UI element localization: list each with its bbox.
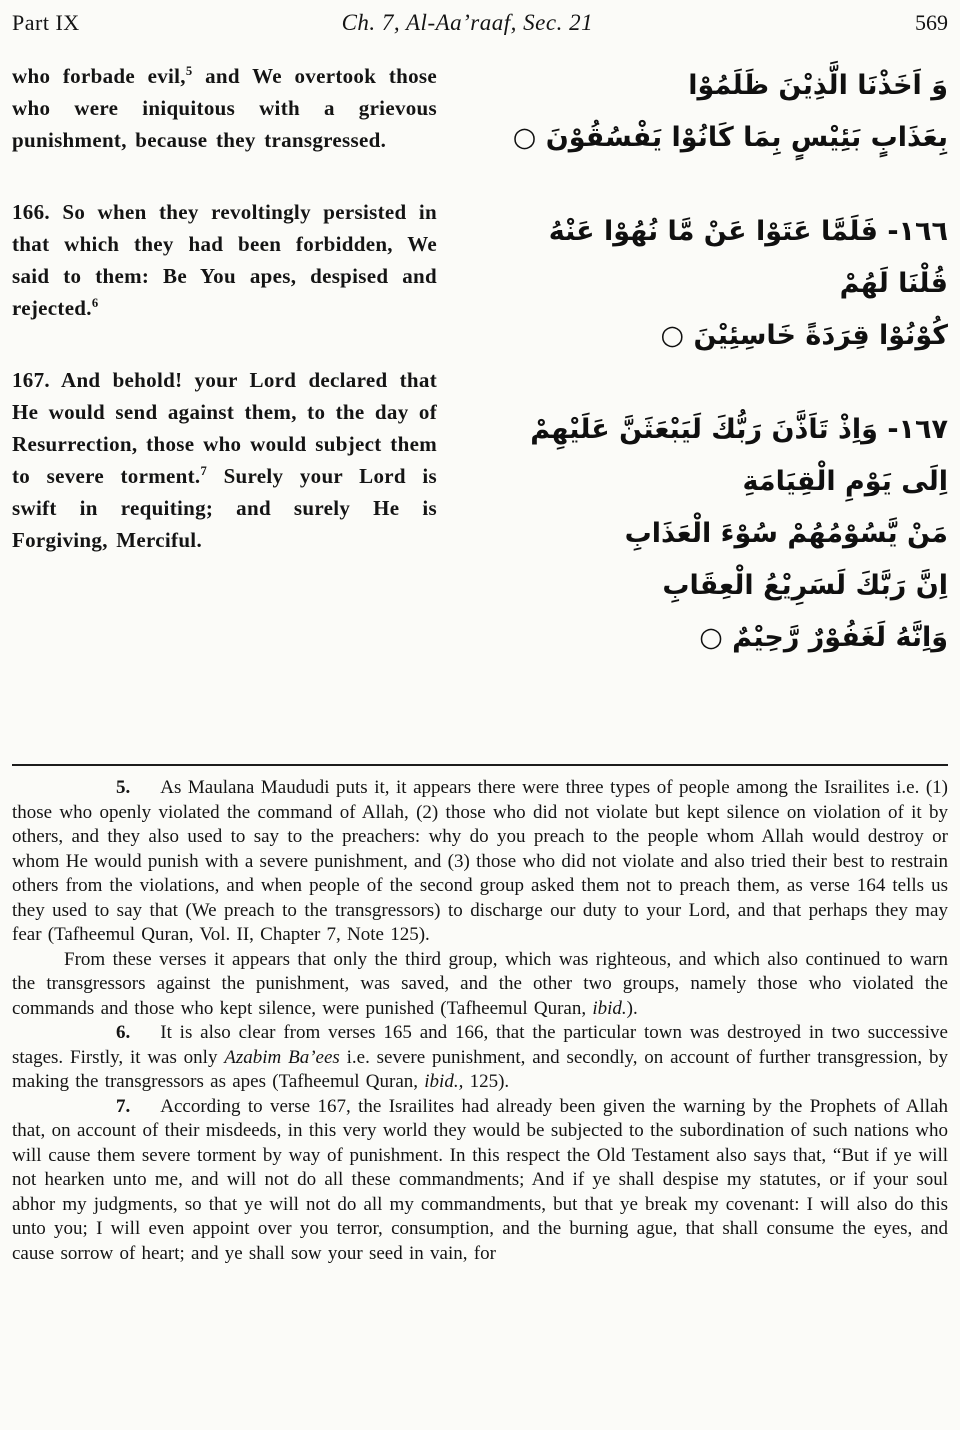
footnote-text: From these verses it appears that only the third group, which was righteous, and which also continued to warn the transgressors against the punishment, was saved, and the other two groups, namely those who violated the commands and those who kept silence, were punished (Tafheemul Quran,	[12, 948, 948, 1019]
footnotes-section	[12, 776, 948, 1266]
verse-paragraph-continuation	[12, 60, 437, 156]
footnote-number: 5.	[116, 777, 131, 798]
arabic-line: بِعَذَابٍ بَئِيْسٍ بِمَا كَانُوْا يَفْسُقُوْنَ ○	[512, 122, 948, 153]
arabic-verse-block-166	[477, 206, 948, 362]
arabic-line: قُلْنَا لَهُمْ	[839, 268, 948, 299]
arabic-verse-block-165	[477, 60, 948, 164]
verse-paragraph-166	[12, 196, 437, 324]
footnote-text: ibid.	[592, 997, 627, 1019]
verse-paragraph-167	[12, 364, 437, 556]
arabic-line: مَنْ يَّسُوْمُهُمْ سُوْءَ الْعَذَابِ	[624, 518, 948, 549]
footnote-text: ).	[626, 997, 638, 1019]
footnote-number: 7.	[116, 1095, 131, 1117]
footnote-text: Azabim Ba’ees	[224, 1046, 340, 1068]
arabic-text-column	[437, 60, 948, 750]
footnote-paragraph	[12, 1021, 948, 1095]
footnote-text: 125).	[463, 1071, 510, 1092]
verse-text: 167. And behold! your Lord declared that He would send against them, to the day of Resurrection, those who would subject them to severe torment.	[12, 368, 437, 488]
footnote-divider-rule	[12, 764, 948, 766]
arabic-line: وَاِنَّهُ لَغَفُوْرٌ رَّحِيْمٌ ○	[699, 622, 948, 653]
arabic-verse-block-167	[477, 404, 948, 664]
footnote-text: As Maulana Maududi puts it, it appears there were three types of people among the Israilites i.e. (1) those who openly violated the command of Allah, (2) those who did not violate but kept silence on violation of it by others, and they also used to say to the preachers: why do you preach to the people whom Allah would destroy or whom He would punish with a severe punishment, and (3) those who did not violate and also tried their best to restrain others from the violations, and when people of the second group asked them not to preach them, as verse 164 tells us they used to say that (We preach to the transgressors) to discharge our duty to your Lord, and that perhaps they may fear (Tafheemul Quran, Vol. II, Chapter 7, Note 125).	[12, 777, 948, 945]
footnote-text: It is also clear from verses 165 and 166, that the particular town was destroyed in two successive stages. Firstly, it was only	[12, 1022, 948, 1068]
footnote-paragraph	[12, 1095, 948, 1267]
footnote-text: According to verse 167, the Israilites had already been given the warning by the Prophets of Allah that, on account of their misdeeds, in this very world they would be subjected to the subordination of such nations who will cause them severe torment by way of punishment. In this respect the Old Testament also says that, “But if ye will not hearken unto me, and will not do all these commandments; And if ye shall despise my statutes, or if your soul abhor my judgments, so that ye will not do all my commandments, but that ye break my covenant: I will also do this unto you; I will even appoint over you terror, consumption, and the burning ague, that shall consume the eyes, and cause sorrow of heart; and ye shall sow your seed in vain, for	[12, 1095, 948, 1264]
verse-text: Surely your Lord is swift in requiting; and surely He is Forgiving, Merciful.	[12, 464, 437, 552]
chapter-title: Ch. 7, Al-Aa’raaf, Sec. 21	[341, 10, 594, 35]
page-number: 569	[915, 10, 948, 35]
footnote-paragraph	[12, 776, 948, 948]
footnote-ref-6: 6	[91, 296, 99, 310]
arabic-line: اِنَّ رَبَّكَ لَسَرِيْعُ الْعِقَابِ	[662, 570, 948, 601]
arabic-line: ١٦٧- وَاِذْ تَاَذَّنَ رَبُّكَ لَيَبْعَثَنَّ عَلَيْهِمْ	[530, 414, 948, 445]
verse-text: 166. So when they revoltingly persisted in that which they had been forbidden, We said to them: Be You apes, despised and rejected.	[12, 200, 437, 320]
arabic-line: وَ اَخَذْنَا الَّذِيْنَ ظَلَمُوْا	[688, 70, 948, 101]
verse-text: and We overtook those who were iniquitous with a grievous punishment, because they transgressed.	[12, 64, 437, 152]
arabic-line: اِلَى يَوْمِ الْقِيَامَةِ	[742, 466, 948, 497]
arabic-line: ١٦٦- فَلَمَّا عَتَوْا عَنْ مَّا نُهُوْا عَنْهُ	[548, 216, 948, 247]
verse-text: who forbade evil,	[12, 64, 186, 88]
footnote-text: i.e. severe punishment, and secondly, on account of further transgression, by making the transgressors as apes (Tafheemul Quran,	[12, 1046, 948, 1092]
page-header	[12, 8, 948, 42]
arabic-line: كُوْنُوْا قِرَدَةً خَاسِئِيْنَ ○	[660, 320, 948, 351]
footnote-number: 6.	[116, 1022, 131, 1043]
part-label: Part IX	[12, 10, 80, 35]
footnote-text: ibid.,	[424, 1071, 464, 1092]
footnote-ref-7: 7	[200, 464, 208, 478]
english-translation-column	[12, 60, 437, 750]
verse-content	[12, 60, 948, 750]
footnote-paragraph	[12, 948, 948, 1022]
footnote-ref-5: 5	[185, 64, 193, 78]
